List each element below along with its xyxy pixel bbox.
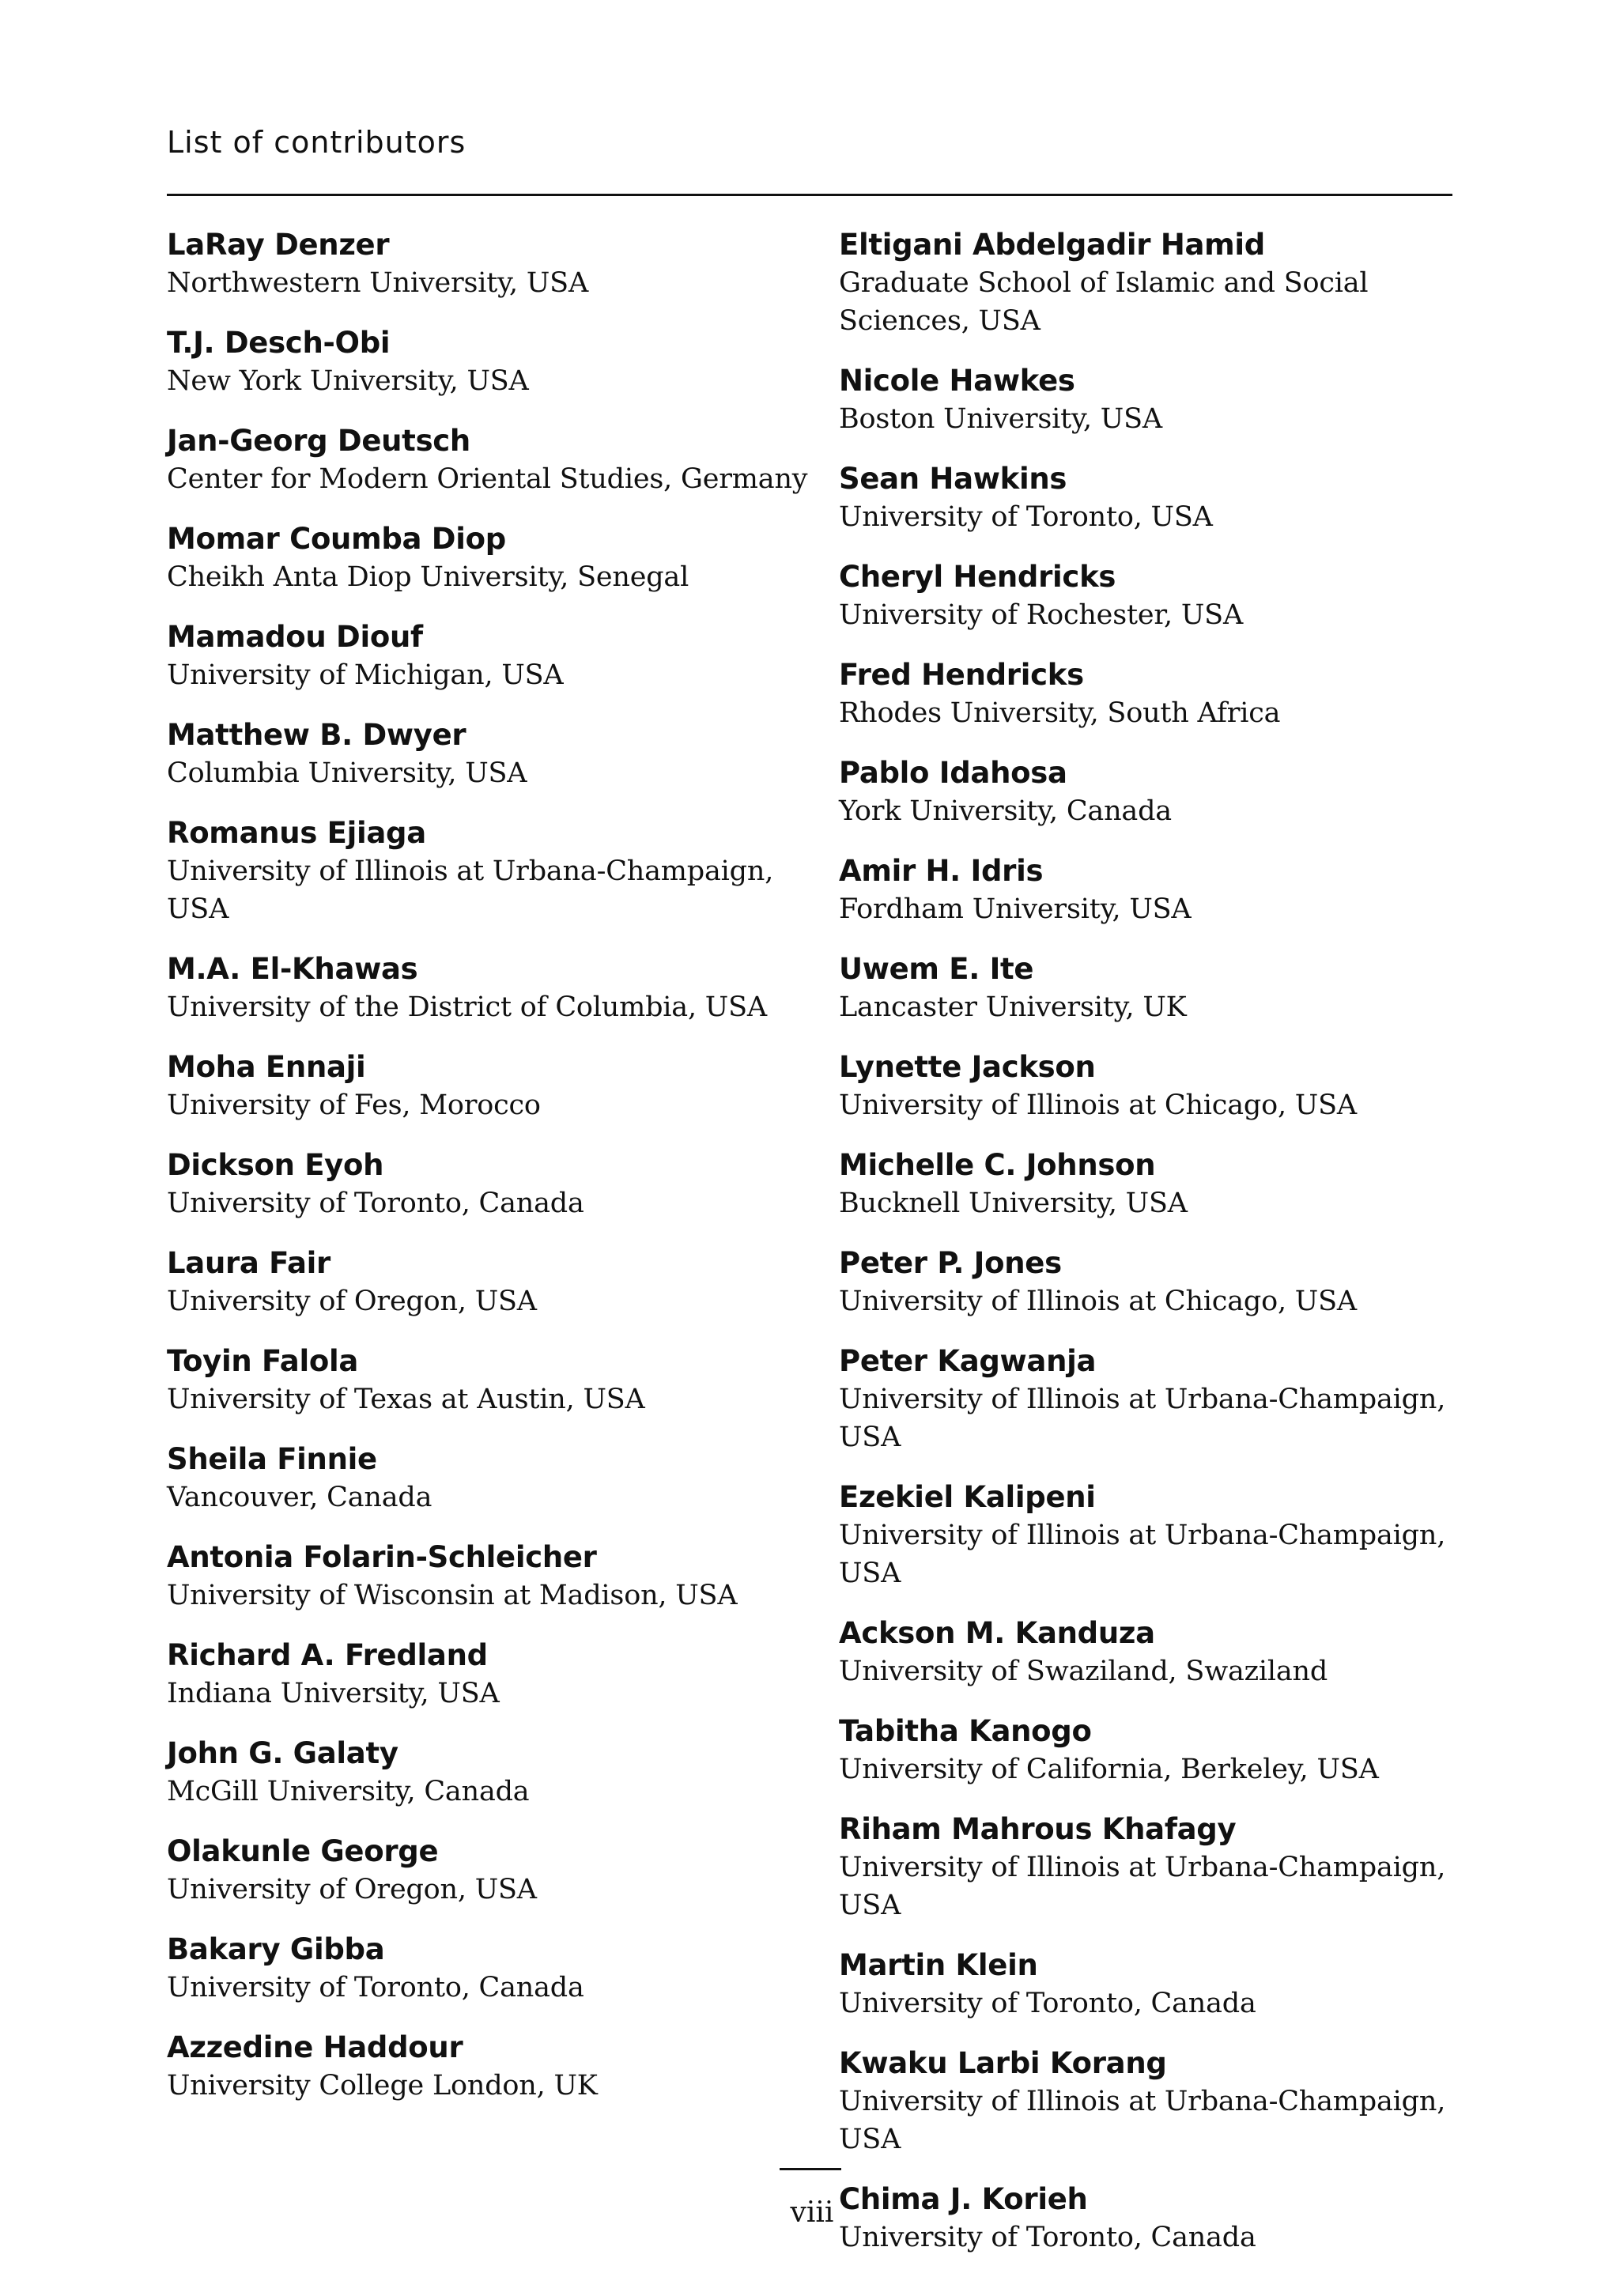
- contributor-name: Peter P. Jones: [839, 1246, 1062, 1280]
- contributor-name: Matthew B. Dwyer: [167, 718, 466, 752]
- contributor-name: Moha Ennaji: [167, 1050, 366, 1084]
- contributor-affiliation: University of Illinois at Urbana-Champaign, USA: [839, 1520, 1446, 1589]
- contributor-entry: [167, 1931, 815, 2007]
- contributor-affiliation: Rhodes University, South Africa: [839, 697, 1281, 729]
- contributor-affiliation: University of Toronto, USA: [839, 501, 1213, 533]
- contributor-name: Sheila Finnie: [167, 1442, 377, 1476]
- contributor-entry: [167, 1146, 815, 1222]
- contributor-entry: [839, 460, 1463, 536]
- contributor-name: Azzedine Haddour: [167, 2030, 463, 2064]
- contributor-name: M.A. El-Khawas: [167, 952, 418, 986]
- contributor-affiliation: University of Illinois at Urbana-Champaign, USA: [839, 1852, 1446, 1921]
- contributor-affiliation: Fordham University, USA: [839, 893, 1192, 925]
- contributor-entry: [167, 1833, 815, 1909]
- header-rule: [167, 194, 1452, 196]
- contributor-affiliation: University of Michigan, USA: [167, 659, 564, 691]
- contributor-entry: [167, 814, 815, 928]
- contributor-affiliation: University of California, Berkeley, USA: [839, 1754, 1379, 1785]
- contributor-affiliation: Vancouver, Canada: [167, 1482, 432, 1513]
- contributor-entry: [839, 1947, 1463, 2022]
- contributor-entry: [167, 1244, 815, 1320]
- contributor-entry: [839, 1048, 1463, 1124]
- contributor-entry: [839, 1713, 1463, 1788]
- contributor-entry: [167, 1048, 815, 1124]
- contributor-name: LaRay Denzer: [167, 228, 390, 262]
- contributor-affiliation: University of Toronto, Canada: [167, 1188, 584, 1219]
- contributor-name: John G. Galaty: [167, 1736, 398, 1770]
- contributor-affiliation: Center for Modern Oriental Studies, Germany: [167, 463, 808, 495]
- right-column: [839, 226, 1463, 2279]
- contributor-affiliation: University of Rochester, USA: [839, 599, 1244, 631]
- contributor-entry: [167, 226, 815, 302]
- contributor-entry: [167, 1342, 815, 1418]
- contributor-entry: [839, 558, 1463, 634]
- contributor-entry: [839, 754, 1463, 830]
- contributor-entry: [839, 2045, 1463, 2158]
- contributor-entry: [167, 1735, 815, 1811]
- contributor-entry: [167, 1539, 815, 1614]
- contributor-affiliation: McGill University, Canada: [167, 1776, 530, 1807]
- left-column: [167, 226, 815, 2127]
- contributor-name: Lynette Jackson: [839, 1050, 1096, 1084]
- running-head-title: List of contributors: [167, 125, 466, 160]
- contributor-affiliation: University of Illinois at Chicago, USA: [839, 1286, 1357, 1317]
- contributor-name: Uwem E. Ite: [839, 952, 1034, 986]
- contributor-affiliation: Indiana University, USA: [167, 1678, 500, 1709]
- contributor-entry: [167, 422, 815, 498]
- contributor-entry: [167, 950, 815, 1026]
- contributor-name: Romanus Ejiaga: [167, 816, 426, 850]
- contributor-name: T.J. Desch-Obi: [167, 326, 391, 360]
- contributor-name: Pablo Idahosa: [839, 756, 1067, 790]
- contributor-name: Ezekiel Kalipeni: [839, 1480, 1096, 1514]
- contributor-entry: [167, 1441, 815, 1516]
- contributor-name: Kwaku Larbi Korang: [839, 2046, 1167, 2080]
- contributor-affiliation: Northwestern University, USA: [167, 267, 589, 299]
- contributor-name: Riham Mahrous Khafagy: [839, 1812, 1237, 1846]
- contributor-affiliation: Graduate School of Islamic and Social Sciences, USA: [839, 267, 1369, 337]
- contributor-entry: [839, 1342, 1463, 1456]
- contributor-entry: [167, 324, 815, 400]
- contributor-affiliation: University College London, UK: [167, 2070, 598, 2102]
- contributor-entry: [167, 520, 815, 596]
- contributor-name: Jan-Georg Deutsch: [167, 424, 470, 458]
- contributor-entry: [167, 618, 815, 694]
- contributor-name: Tabitha Kanogo: [839, 1714, 1092, 1748]
- contributor-entry: [839, 1146, 1463, 1222]
- contributor-name: Cheryl Hendricks: [839, 560, 1116, 594]
- contributor-name: Laura Fair: [167, 1246, 330, 1280]
- contributor-affiliation: Lancaster University, UK: [839, 991, 1187, 1023]
- contributor-entry: [839, 1811, 1463, 1924]
- contributor-name: Toyin Falola: [167, 1344, 358, 1378]
- contributor-name: Sean Hawkins: [839, 462, 1067, 496]
- contributor-name: Chima J. Korieh: [839, 2182, 1088, 2216]
- contributor-entry: [839, 950, 1463, 1026]
- contributor-name: Dickson Eyoh: [167, 1148, 384, 1182]
- contributor-entry: [167, 1637, 815, 1713]
- contributor-affiliation: Columbia University, USA: [167, 757, 527, 789]
- contributor-affiliation: University of Toronto, Canada: [839, 1988, 1256, 2019]
- contributor-name: Momar Coumba Diop: [167, 522, 506, 556]
- contributor-affiliation: University of Toronto, Canada: [839, 2222, 1256, 2253]
- contributor-name: Mamadou Diouf: [167, 620, 423, 654]
- contributor-entry: [839, 852, 1463, 928]
- contributor-affiliation: Bucknell University, USA: [839, 1188, 1188, 1219]
- contributor-affiliation: University of Texas at Austin, USA: [167, 1384, 645, 1415]
- contributor-affiliation: Cheikh Anta Diop University, Senegal: [167, 561, 689, 593]
- contributor-name: Amir H. Idris: [839, 854, 1044, 888]
- contributor-entry: [167, 716, 815, 792]
- contributor-name: Richard A. Fredland: [167, 1638, 488, 1672]
- contributor-name: Bakary Gibba: [167, 1932, 385, 1966]
- contributor-entry: [839, 1478, 1463, 1592]
- contributor-name: Antonia Folarin-Schleicher: [167, 1540, 597, 1574]
- contributor-entry: [167, 2029, 815, 2105]
- contributor-affiliation: University of Swaziland, Swaziland: [839, 1656, 1328, 1687]
- contributor-name: Nicole Hawkes: [839, 364, 1075, 398]
- contributor-name: Ackson M. Kanduza: [839, 1616, 1155, 1650]
- contributor-affiliation: University of Illinois at Urbana-Champaign, USA: [839, 2086, 1446, 2155]
- contributor-name: Michelle C. Johnson: [839, 1148, 1156, 1182]
- contributor-name: Olakunle George: [167, 1834, 439, 1868]
- contributor-affiliation: University of Fes, Morocco: [167, 1089, 541, 1121]
- contributor-affiliation: New York University, USA: [167, 365, 529, 397]
- contributor-entry: [839, 656, 1463, 732]
- contributor-name: Martin Klein: [839, 1948, 1038, 1982]
- contributor-affiliation: University of Wisconsin at Madison, USA: [167, 1580, 738, 1611]
- contributor-name: Peter Kagwanja: [839, 1344, 1097, 1378]
- footer-rule: [780, 2168, 841, 2170]
- contributor-affiliation: University of Illinois at Urbana-Champaign, USA: [839, 1384, 1446, 1453]
- contributor-name: Eltigani Abdelgadir Hamid: [839, 228, 1265, 262]
- contributor-entry: [839, 362, 1463, 438]
- contributor-affiliation: York University, Canada: [839, 795, 1172, 827]
- contributor-affiliation: University of Toronto, Canada: [167, 1972, 584, 2003]
- contributor-affiliation: University of Illinois at Chicago, USA: [839, 1089, 1357, 1121]
- contributor-affiliation: University of the District of Columbia, USA: [167, 991, 767, 1023]
- contributor-name: Fred Hendricks: [839, 658, 1084, 692]
- contributor-affiliation: University of Illinois at Urbana-Champaign, USA: [167, 855, 774, 925]
- contributor-affiliation: University of Oregon, USA: [167, 1286, 537, 1317]
- contributor-entry: [839, 1244, 1463, 1320]
- contributor-affiliation: Boston University, USA: [839, 403, 1162, 435]
- page-number: viii: [790, 2196, 834, 2229]
- contributor-affiliation: University of Oregon, USA: [167, 1874, 537, 1905]
- contributor-entry: [839, 226, 1463, 340]
- contributor-entry: [839, 1614, 1463, 1690]
